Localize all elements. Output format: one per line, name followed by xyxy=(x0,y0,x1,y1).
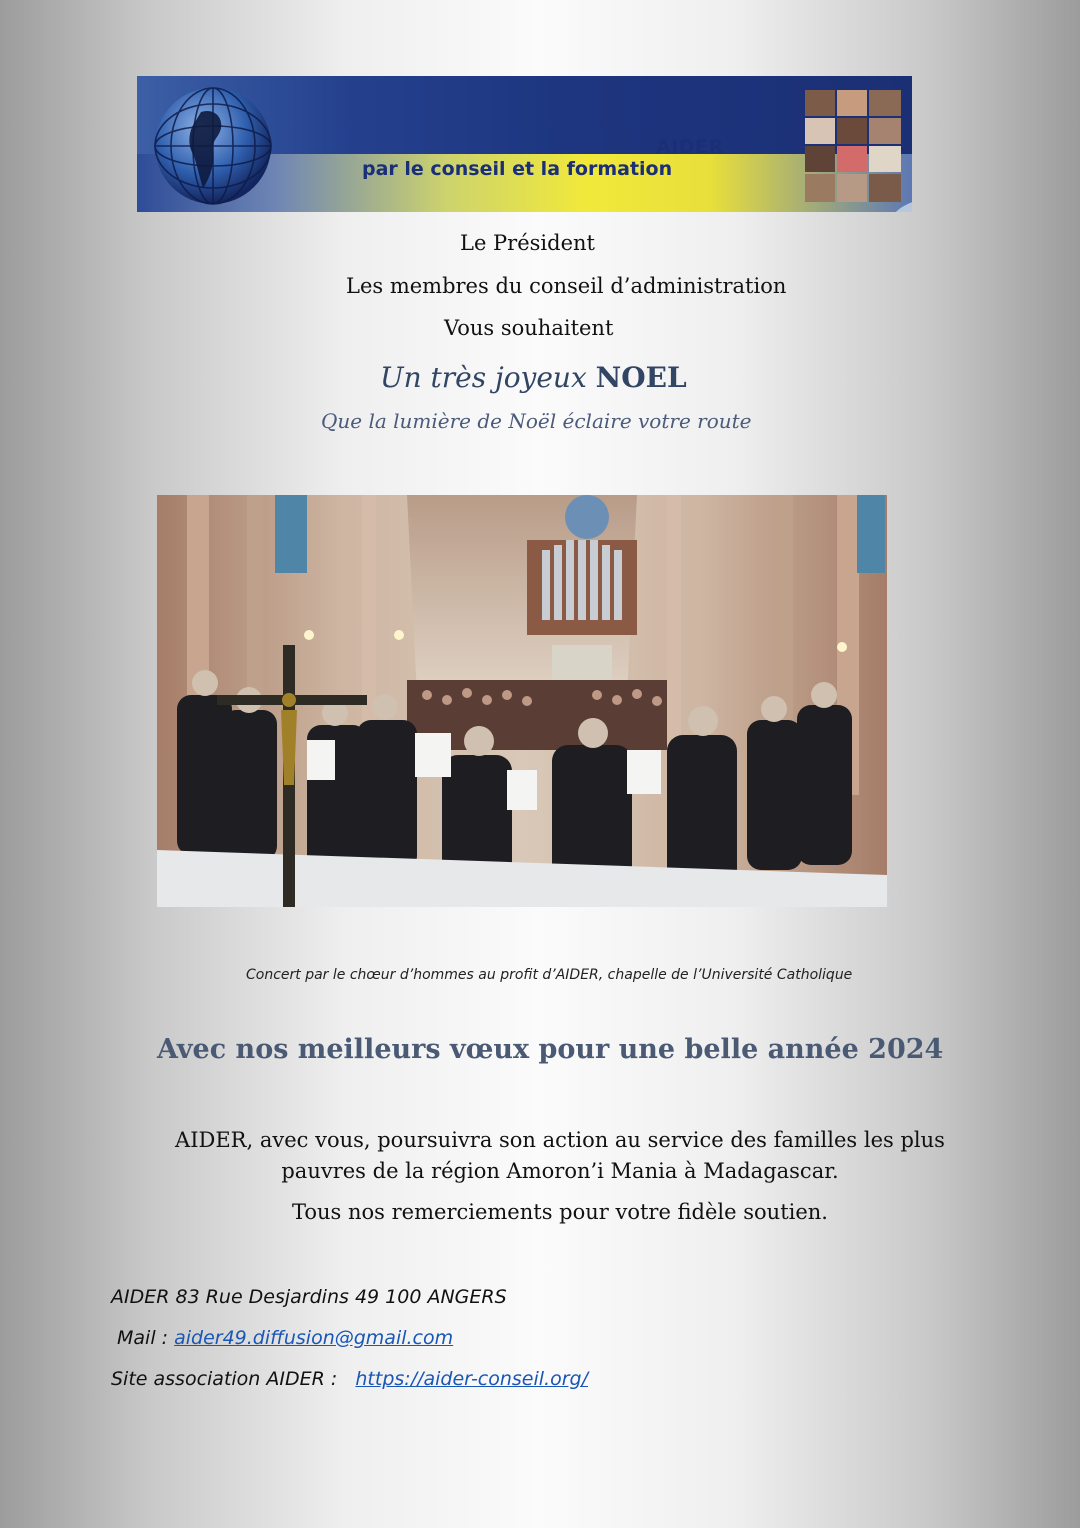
greeting-board: Les membres du conseil d’administration xyxy=(346,274,787,298)
website-label: Site association AIDER : xyxy=(111,1368,338,1390)
christmas-title xyxy=(380,361,687,394)
postal-address: AIDER 83 Rue Desjardins 49 100 ANGERS xyxy=(111,1286,507,1308)
website-line xyxy=(111,1368,588,1390)
choir-concert-photo xyxy=(157,495,887,907)
christmas-title-italic: Un très joyeux xyxy=(380,361,587,394)
website-link[interactable]: https://aider-conseil.org/ xyxy=(355,1368,588,1390)
photo-caption: Concert par le chœur d’hommes au profit d’AIDER, chapelle de l’Université Catholique xyxy=(246,967,853,983)
new-year-heading: Avec nos meilleurs vœux pour une belle année 2024 xyxy=(157,1034,944,1065)
banner-tagline: par le conseil et la formation xyxy=(362,158,673,180)
greeting-president: Le Président xyxy=(460,231,595,255)
mail-line xyxy=(117,1327,453,1349)
mission-line-2: pauvres de la région Amoron’i Mania à Madagascar. xyxy=(281,1159,839,1183)
christmas-wish: Que la lumière de Noël éclaire votre route xyxy=(321,409,752,433)
globe-icon xyxy=(151,84,275,208)
mail-label: Mail : xyxy=(117,1327,169,1349)
mission-line-1: AIDER, avec vous, poursuivra son action au service des familles les plus xyxy=(175,1128,945,1152)
greeting-wish-intro: Vous souhaitent xyxy=(444,316,614,340)
mission-paragraph xyxy=(140,1125,980,1187)
christmas-title-bold: NOEL xyxy=(595,361,687,394)
children-photos-image xyxy=(805,90,901,202)
header-banner xyxy=(137,76,912,212)
mail-link[interactable]: aider49.diffusion@gmail.com xyxy=(174,1327,454,1349)
thanks-paragraph: Tous nos remerciements pour votre fidèle soutien. xyxy=(292,1200,828,1224)
banner-org-name: AIDER xyxy=(656,136,724,158)
